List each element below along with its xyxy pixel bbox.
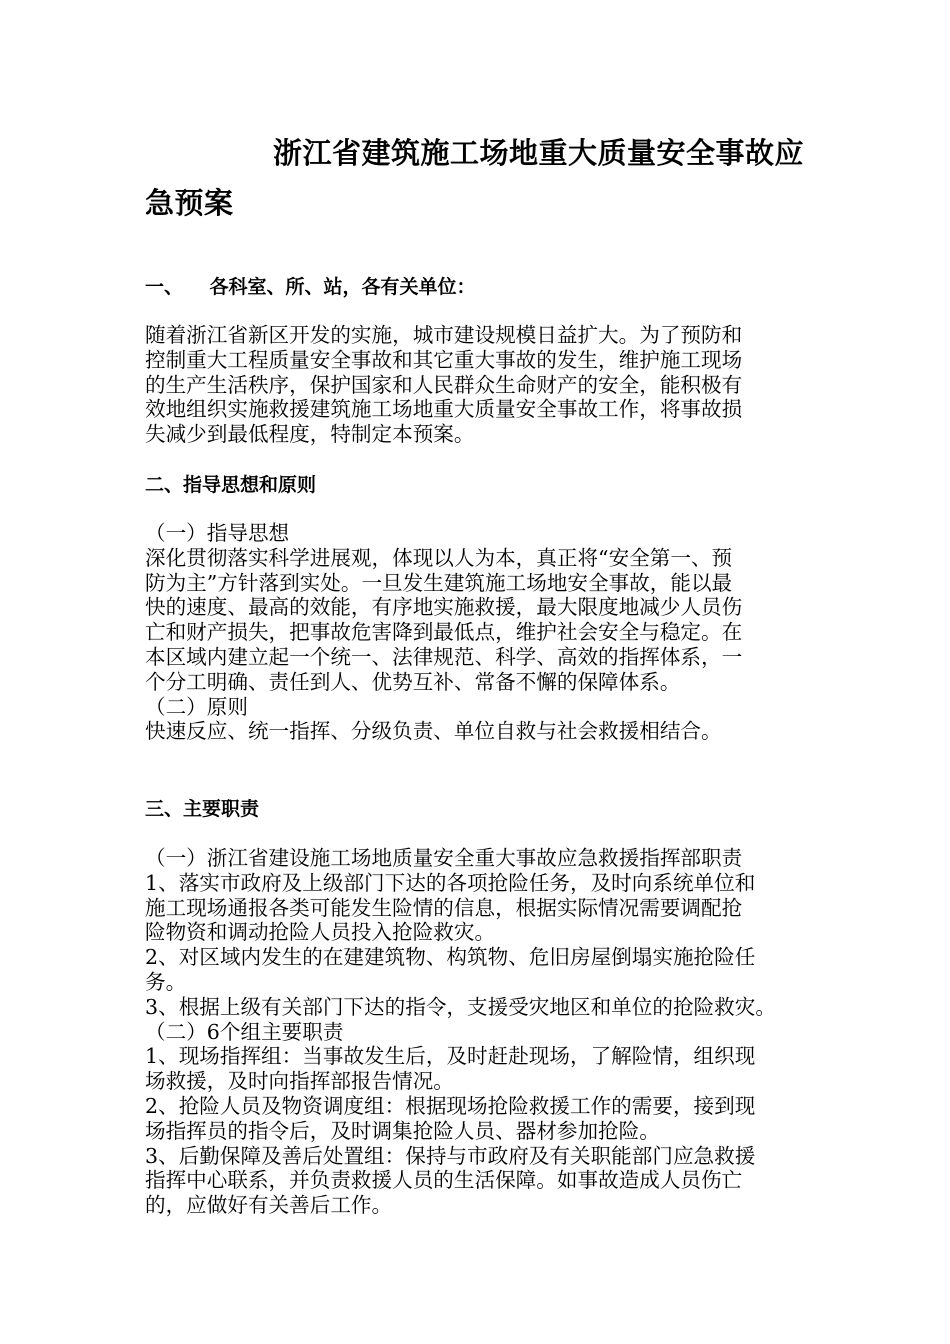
paragraph-line: 本区域内建立起一个统一、法律规范、科学、高效的指挥体系，一 bbox=[145, 644, 743, 669]
subheading-command-duties: （一）浙江省建设施工场地质量安全重大事故应急救援指挥部职责 bbox=[145, 846, 743, 870]
paragraph-line: 1、现场指挥组：当事故发生后，及时赶赴现场，了解险情，组织现 bbox=[145, 1044, 756, 1069]
paragraph-line: 指挥中心联系，并负责救援人员的生活保障。如事故造成人员伤亡 bbox=[145, 1168, 743, 1193]
paragraph-line: 随着浙江省新区开发的实施，城市建设规模日益扩大。为了预防和 bbox=[145, 323, 743, 347]
paragraph-line: 效地组织实施救援建筑施工场地重大质量安全事故工作，将事故损 bbox=[145, 397, 743, 422]
document-title: 浙江省建筑施工场地重大质量安全事故应急预案 bbox=[145, 136, 805, 220]
paragraph-line: 的，应做好有关善后工作。 bbox=[145, 1193, 393, 1218]
paragraph-line: 深化贯彻落实科学进展观，体现以人为本，真正将“安全第一、预 bbox=[145, 545, 733, 570]
paragraph-line: 场指挥员的指令后，及时调集抢险人员、器材参加抢险。 bbox=[145, 1118, 660, 1143]
paragraph-line: 亡和财产损失，把事故危害降到最低点，维护社会安全与稳定。在 bbox=[145, 620, 743, 645]
paragraph-line: 失减少到最低程度，特制定本预案。 bbox=[145, 422, 475, 447]
paragraph-line: 2、对区域内发生的在建建筑物、构筑物、危旧房屋倒塌实施抢险任 bbox=[145, 945, 756, 970]
subheading-six-groups: （二）6个组主要职责 bbox=[145, 1019, 344, 1044]
paragraph-line: 场救援，及时向指挥部报告情况。 bbox=[145, 1069, 454, 1094]
section-heading-3: 三、主要职责 bbox=[145, 798, 260, 820]
subheading-principle: （二）原则 bbox=[145, 694, 248, 719]
paragraph-line: 施工现场通报各类可能发生险情的信息，根据实际情况需要调配抢 bbox=[145, 895, 743, 920]
paragraph-line: 3、根据上级有关部门下达的指令，支援受灾地区和单位的抢险救灾。 bbox=[145, 994, 776, 1019]
paragraph-line: 的生产生活秩序，保护国家和人民群众生命财产的安全，能积极有 bbox=[145, 372, 743, 397]
section-body-3 bbox=[145, 846, 817, 1218]
paragraph-line: 3、后勤保障及善后处置组：保持与市政府及有关职能部门应急救援 bbox=[145, 1143, 756, 1168]
paragraph-line: 快的速度、最高的效能，有序地实施救援，最大限度地减少人员伤 bbox=[145, 595, 743, 620]
paragraph-line: 个分工明确、责任到人、优势互补、常备不懈的保障体系。 bbox=[145, 669, 681, 694]
section-body-1 bbox=[145, 323, 817, 447]
paragraph-line: 防为主”方针落到实处。一旦发生建筑施工场地安全事故，能以最 bbox=[145, 570, 733, 595]
paragraph-line: 控制重大工程质量安全事故和其它重大事故的发生，维护施工现场 bbox=[145, 347, 743, 372]
section-body-2 bbox=[145, 521, 817, 744]
subheading-guiding-thought: （一）指导思想 bbox=[145, 521, 290, 545]
paragraph-line: 险物资和调动抢险人员投入抢险救灾。 bbox=[145, 920, 496, 945]
paragraph-line: 2、抢险人员及物资调度组：根据现场抢险救援工作的需要，接到现 bbox=[145, 1093, 756, 1118]
section-heading-1: 一、 各科室、所、站，各有关单位： bbox=[145, 276, 476, 298]
section-heading-2: 二、指导思想和原则 bbox=[145, 474, 317, 496]
paragraph-line: 务。 bbox=[145, 969, 187, 994]
paragraph-line: 1、落实市政府及上级部门下达的各项抢险任务，及时向系统单位和 bbox=[145, 870, 756, 895]
paragraph-line: 快速反应、统一指挥、分级负责、单位自救与社会救援相结合。 bbox=[145, 719, 722, 744]
